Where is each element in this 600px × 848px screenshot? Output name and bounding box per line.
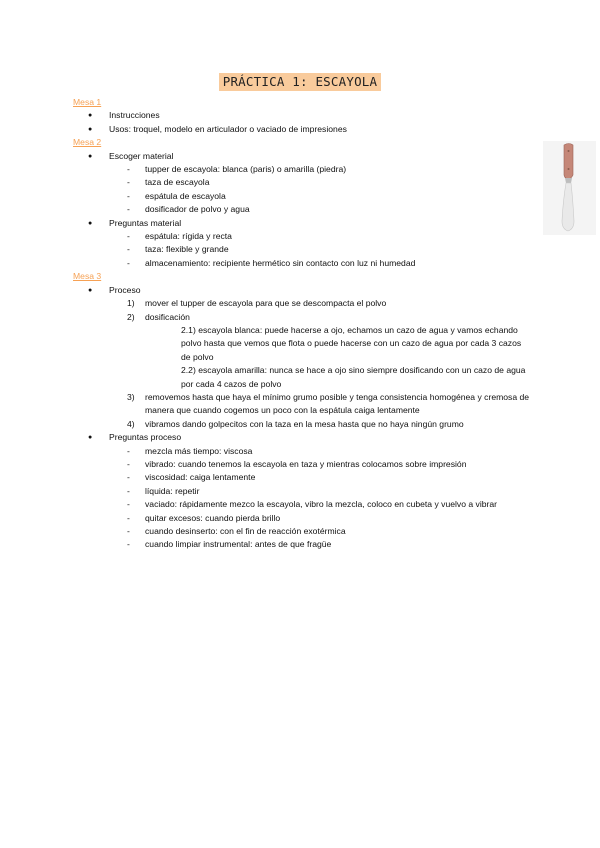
step-number: 1) xyxy=(127,298,135,309)
list-item: - vibrado: cuando tenemos la escayola en taza y mientras colocamos sobre impresión xyxy=(109,458,533,471)
preguntas-proceso-item xyxy=(73,431,533,552)
proceso-item xyxy=(73,284,533,431)
preguntas-proceso-sublist xyxy=(109,445,533,552)
list-item: - cuando desinserto: con el fin de reacción exotérmica xyxy=(109,525,533,538)
step-item xyxy=(109,311,533,391)
step-number: 4) xyxy=(127,418,135,429)
mesa-3-heading[interactable]: Mesa 3 xyxy=(73,271,102,282)
mesa-3-list xyxy=(73,284,533,552)
list-item: - quitar excesos: cuando pierda brillo xyxy=(109,512,533,525)
step-item xyxy=(109,391,533,418)
list-item: - taza de escayola xyxy=(109,176,533,189)
notes-content xyxy=(73,96,533,552)
list-item: - líquida: repetir xyxy=(109,485,533,498)
list-item: - viscosidad: caiga lentamente xyxy=(109,471,533,484)
step-sub-text: 2.1) escayola blanca: puede hacerse a ojo, echamos un cazo de agua y vamos echando polvo hasta que vemos que flota o puede hacerse con un cazo de agua por cada 3 cazos de polvo xyxy=(181,324,522,362)
step-text: dosificación xyxy=(145,311,190,322)
list-item: - tupper de escayola: blanca (paris) o amarilla (piedra) xyxy=(109,163,533,176)
spatula-image xyxy=(543,141,596,235)
mesa-1-heading[interactable]: Mesa 1 xyxy=(73,97,102,107)
proceso-label: Proceso xyxy=(109,284,141,295)
escoger-material-item xyxy=(73,150,533,217)
step-sub-text: 2.2) escayola amarilla: nunca se hace a ojo sino siempre dosificando con un cazo de agua por cada 4 cazos de polvo xyxy=(181,365,526,389)
mesa-1-list xyxy=(73,109,533,136)
preguntas-proceso-label: Preguntas proceso xyxy=(109,432,182,443)
list-item: - mezcla más tiempo: viscosa xyxy=(109,445,533,458)
list-item: - espátula: rígida y recta xyxy=(109,230,533,243)
escoger-material-sublist xyxy=(109,163,533,217)
list-item: - almacenamiento: recipiente hermético sin contacto con luz ni humedad xyxy=(109,257,533,270)
step-item xyxy=(109,297,533,310)
step-text: removemos hasta que haya el mínimo grumo posible y tenga consistencia homogénea y cremosa de manera que cuando cogemos un poco con la espátula caiga lentamente xyxy=(145,391,530,416)
step-text: mover el tupper de escayola para que se descompacta el polvo xyxy=(145,298,387,309)
mesa-2-list xyxy=(73,150,533,271)
preguntas-material-item xyxy=(73,217,533,271)
step-number: 2) xyxy=(127,311,135,322)
list-item: - espátula de escayola xyxy=(109,190,533,203)
step-item xyxy=(109,418,533,431)
step-text: vibramos dando golpecitos con la taza en la mesa hasta que no haya ningún grumo xyxy=(145,418,464,429)
preguntas-material-label: Preguntas material xyxy=(109,217,182,228)
spatula-icon xyxy=(543,141,596,235)
page-title: PRÁCTICA 1: ESCAYOLA xyxy=(219,73,382,91)
list-item: - dosificador de polvo y agua xyxy=(109,203,533,216)
step-number: 3) xyxy=(127,391,135,402)
title-row xyxy=(0,73,600,91)
list-item: ● Usos: troquel, modelo en articulador o vaciado de impresiones xyxy=(73,123,533,136)
list-item: - vaciado: rápidamente mezco la escayola, vibro la mezcla, coloco en cubeta y vuelvo a vibrar xyxy=(109,498,533,511)
proceso-steps xyxy=(109,297,533,431)
escoger-material-label: Escoger material xyxy=(109,150,174,161)
list-item: ● Instrucciones xyxy=(73,109,533,122)
list-item: - cuando limpiar instrumental: antes de que fragüe xyxy=(109,538,533,551)
list-item: - taza: flexible y grande xyxy=(109,243,533,256)
mesa-2-heading[interactable]: Mesa 2 xyxy=(73,137,102,148)
preguntas-material-sublist xyxy=(109,230,533,270)
